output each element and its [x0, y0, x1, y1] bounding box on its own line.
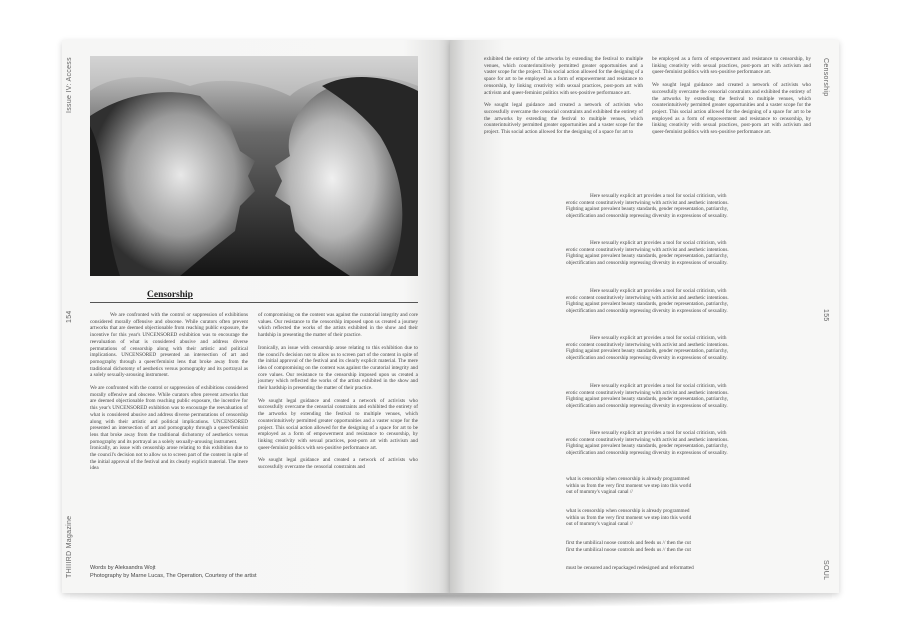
paragraph: We are confronted with the control or suppression of exhibitions considered morally offensive and obscene. While curators often prevent artworks that are deemed objectionable from reaching public exposure, the incentive for this year's UNCENSORED exhibition was to encourage the reevaluation of what is considered abusive and address diverse permutations of censorship along with their artistic and political implications. UNCENSORED presented an intersection of art and pornography through a queer/feminist lens that broke away from the traditional dichotomy of aesthetics versus pornography and its portrayal as a solely sexually-arousing instrument.	[90, 385, 248, 445]
poem-line: what is censorship when censorship is already programmed	[566, 476, 690, 482]
poem-line: first the umbilical noose controls and feeds us // then the cut	[566, 546, 691, 553]
paragraph: We sought legal guidance and created a network of activists who successfully overcame the censorial constraints and	[258, 457, 418, 471]
article-photo	[90, 56, 418, 276]
poem-stanza	[566, 508, 766, 528]
page-number-left: 154	[66, 310, 73, 323]
title-rule	[90, 302, 418, 303]
poem-line: out of mummy's vaginal canal //	[566, 489, 633, 496]
paragraph: We are confronted with the control or suppression of exhibitions considered morally offensive and obscene. While curators often prevent artworks that are deemed objectionable from reaching public exposure, the incentive for this year's UNCENSORED exhibition was to encourage the reevaluation of what is considered abusive and address diverse permutations of censorship along with their artistic and political implications. UNCENSORED presented an intersection of art and pornography through a queer/feminist lens that broke away from the traditional dichotomy of aesthetics versus pornography and its portrayal as a solely sexually-arousing instrument.	[90, 312, 248, 379]
paragraph: of compromising on the content was against the curatorial integrity and core values. Our resistance to the censorship imposed upon us created a journey which reflected the works of the artists exhibited in the show and their hardship in presenting the matter of their practice.	[258, 312, 418, 339]
paragraph: We sought legal guidance and created a network of activists who successfully overcame the censorial constraints and exhibited the entirety of the artworks by extending the festival to multiple venues, which counterintuitively permitted greater opportunities and a vaster scope for the project. This social action allowed for the designing of a space for art to	[484, 102, 643, 136]
article-title: Censorship	[147, 290, 193, 300]
poem-stanza	[566, 540, 766, 553]
paragraph: exhibited the entirety of the artworks by extending the festival to multiple venues, which counterintuitively permitted greater opportunities and a vaster scope for the project. This social action allowed for the designing of a space for art to be employed as a form of empowerment and resistance to censorship, by linking creativity with sexual practices, post-porn art with activism and queer-feminist politics with sex-positive performance art.	[484, 56, 643, 96]
poem-line: out of mummy's vaginal canal //	[566, 521, 633, 528]
credits	[90, 564, 257, 580]
pull-quote: Here sexually explicit art provides a tool for social criticism, with erotic content constitutively intertwining with activist and aesthetic intentions. Fighting against prevalent beauty standards, gender representation, patriarchy, objectification and censorship repressing diversity in expressions of sexuality.	[566, 240, 729, 267]
issue-label: Issue IV: Access	[66, 57, 73, 113]
column-1	[90, 312, 248, 478]
credit-words: Words by Aleksandra Wojt	[90, 565, 156, 571]
poem-stanza	[566, 565, 766, 572]
poem-line: first the umbilical noose controls and feeds us // then the cut	[566, 540, 691, 546]
page-number-right: 155	[822, 309, 829, 322]
footer-label: SOUL	[822, 560, 829, 581]
poem-line: within us from the very first moment we step into this world	[566, 514, 692, 521]
paragraph: Ironically, an issue with censorship arose relating to this exhibition due to the council's decision not to allow us to screen part of the content in spite of the initial approval of the festival and its clearly explicit material. The mere idea of compromising on the content was against the curatorial integrity and core values. Our resistance to the censorship imposed upon us created a journey which reflected the works of the artists exhibited in the show and their hardship in presenting the matter of their practice.	[258, 344, 418, 392]
paragraph: We sought legal guidance and created a network of activists who successfully overcame the censorial constraints and exhibited the entirety of the artworks by extending the festival to multiple venues, which counterintuitively permitted greater opportunities and a vaster scope for the project. This social action allowed for the designing of a space for art to be employed as a form of empowerment and resistance to censorship, by linking creativity with sexual practices, post-porn art with activism and queer-feminist politics with sex-positive performance art.	[258, 397, 418, 451]
magazine-name: THIIIRD Magazine	[66, 515, 73, 578]
pull-quote: Here sexually explicit art provides a tool for social criticism, with erotic content constitutively intertwining with activist and aesthetic intentions. Fighting against prevalent beauty standards, gender representation, patriarchy, objectification and censorship repressing diversity in expressions of sexuality.	[566, 383, 729, 410]
column-3	[484, 56, 643, 142]
poem-stanza	[566, 476, 766, 496]
pull-quote: Here sexually explicit art provides a tool for social criticism, with erotic content constitutively intertwining with activist and aesthetic intentions. Fighting against prevalent beauty standards, gender representation, patriarchy, objectification and censorship repressing diversity in expressions of sexuality.	[566, 430, 729, 457]
poem-line: must be censored and repackaged redesigned and reformatted	[566, 565, 694, 571]
section-label: Censorship	[822, 58, 829, 97]
pull-quote: Here sexually explicit art provides a tool for social criticism, with erotic content constitutively intertwining with activist and aesthetic intentions. Fighting against prevalent beauty standards, gender representation, patriarchy, objectification and censorship repressing diversity in expressions of sexuality.	[566, 193, 729, 220]
column-2	[258, 312, 418, 477]
paragraph: We sought legal guidance and created a network of activists who successfully overcame the censorial constraints and exhibited the entirety of the artworks by extending the festival to multiple venues, which counterintuitively permitted greater opportunities and a vaster scope for the project. This social action allowed for the designing of a space for art to be employed as a form of empowerment and resistance to censorship, by linking creativity with sexual practices, post-porn art with activism and queer-feminist politics with sex-positive performance art.	[652, 82, 811, 136]
photo-image	[90, 56, 418, 276]
credit-photo: Photography by Marne Lucas, The Operation, Courtesy of the artist	[90, 573, 257, 579]
pull-quote: Here sexually explicit art provides a tool for social criticism, with erotic content constitutively intertwining with activist and aesthetic intentions. Fighting against prevalent beauty standards, gender representation, patriarchy, objectification and censorship repressing diversity in expressions of sexuality.	[566, 288, 729, 315]
poem-line: within us from the very first moment we step into this world	[566, 482, 692, 489]
paragraph: Ironically, an issue with censorship arose relating to this exhibition due to the council's decision not to allow us to screen part of the content in spite of the initial approval of the festival and its clearly explicit material. The mere idea	[90, 445, 248, 472]
column-4	[652, 56, 811, 142]
pull-quote: Here sexually explicit art provides a tool for social criticism, with erotic content constitutively intertwining with activist and aesthetic intentions. Fighting against prevalent beauty standards, gender representation, patriarchy, objectification and censorship repressing diversity in expressions of sexuality.	[566, 335, 729, 362]
paragraph: be employed as a form of empowerment and resistance to censorship, by linking creativity with sexual practices, post-porn art with activism and queer-feminist politics with sex-positive performance art.	[652, 56, 811, 76]
poem-line: what is censorship when censorship is already programmed	[566, 508, 690, 514]
